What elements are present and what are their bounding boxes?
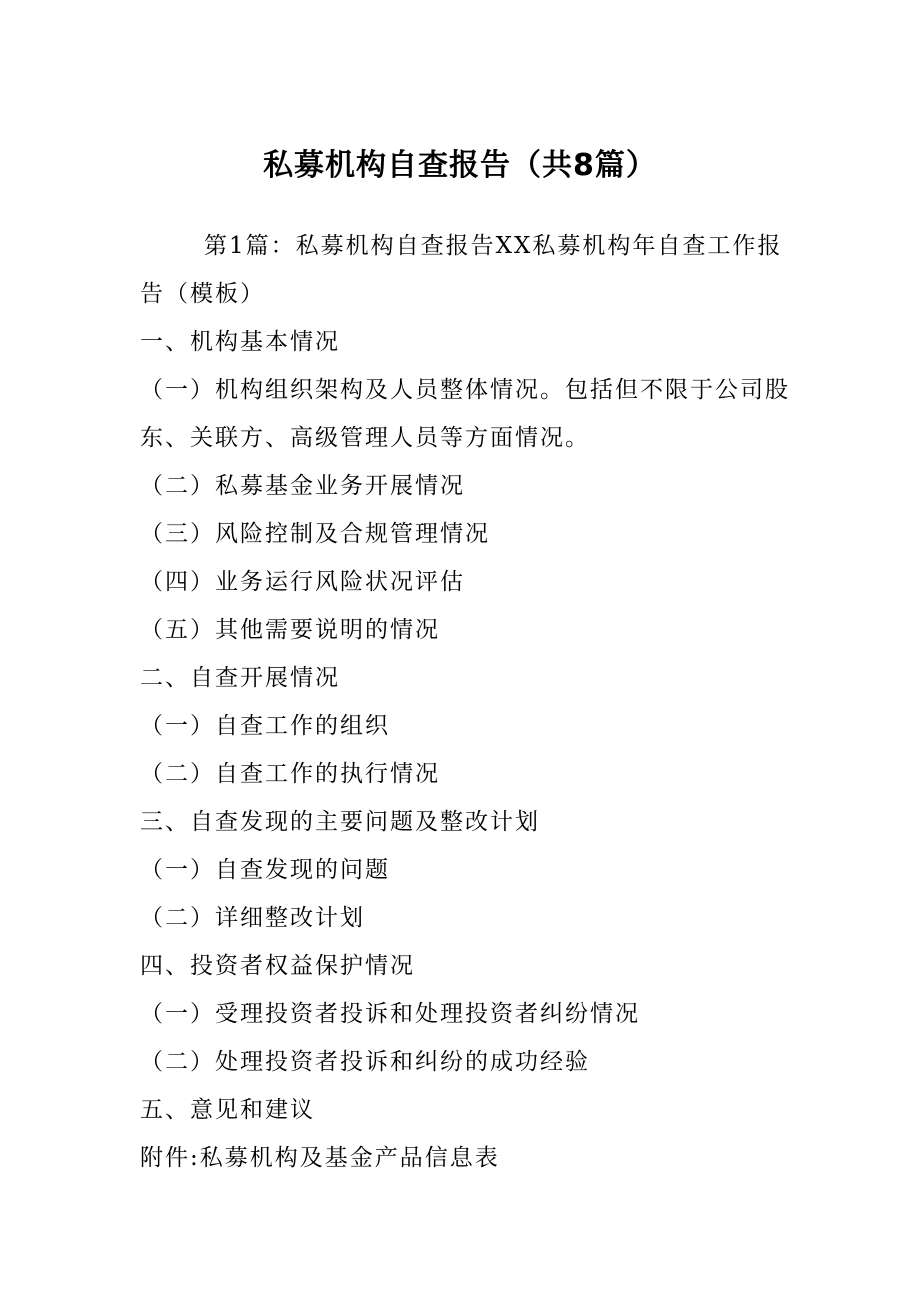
subsection-1-4: （四）业务运行风险状况评估 [140,569,465,595]
subsection-1-3: （三）风险控制及合规管理情况 [140,521,490,547]
subsection-2-2: （二）自查工作的执行情况 [140,761,440,787]
subsection-3-1: （一）自查发现的问题 [140,857,390,883]
document-body [140,222,790,1182]
subsection-4-2: （二）处理投资者投诉和纠纷的成功经验 [140,1049,590,1075]
section-heading-3: 三、自查发现的主要问题及整改计划 [140,809,540,835]
section-heading-1: 一、机构基本情况 [140,329,340,355]
section-heading-5: 五、意见和建议 [140,1097,315,1123]
section-heading-2: 二、自查开展情况 [140,665,340,691]
subsection-1-2: （二）私募基金业务开展情况 [140,473,465,499]
subsection-1-5: （五）其他需要说明的情况 [140,617,440,643]
subsection-4-1: （一）受理投资者投诉和处理投资者纠纷情况 [140,1001,640,1027]
intro-paragraph: 第1篇：私募机构自查报告XX私募机构年自查工作报告（模板） [140,233,783,307]
subsection-1-1: （一）机构组织架构及人员整体情况。包括但不限于公司股东、关联方、高级管理人员等方面情况。 [140,377,790,451]
subsection-3-2: （二）详细整改计划 [140,905,365,931]
attachment-line: 附件:私募机构及基金产品信息表 [140,1145,500,1171]
document-title: 私募机构自查报告（共8篇） [263,148,657,183]
section-heading-4: 四、投资者权益保护情况 [140,953,415,979]
subsection-2-1: （一）自查工作的组织 [140,713,390,739]
